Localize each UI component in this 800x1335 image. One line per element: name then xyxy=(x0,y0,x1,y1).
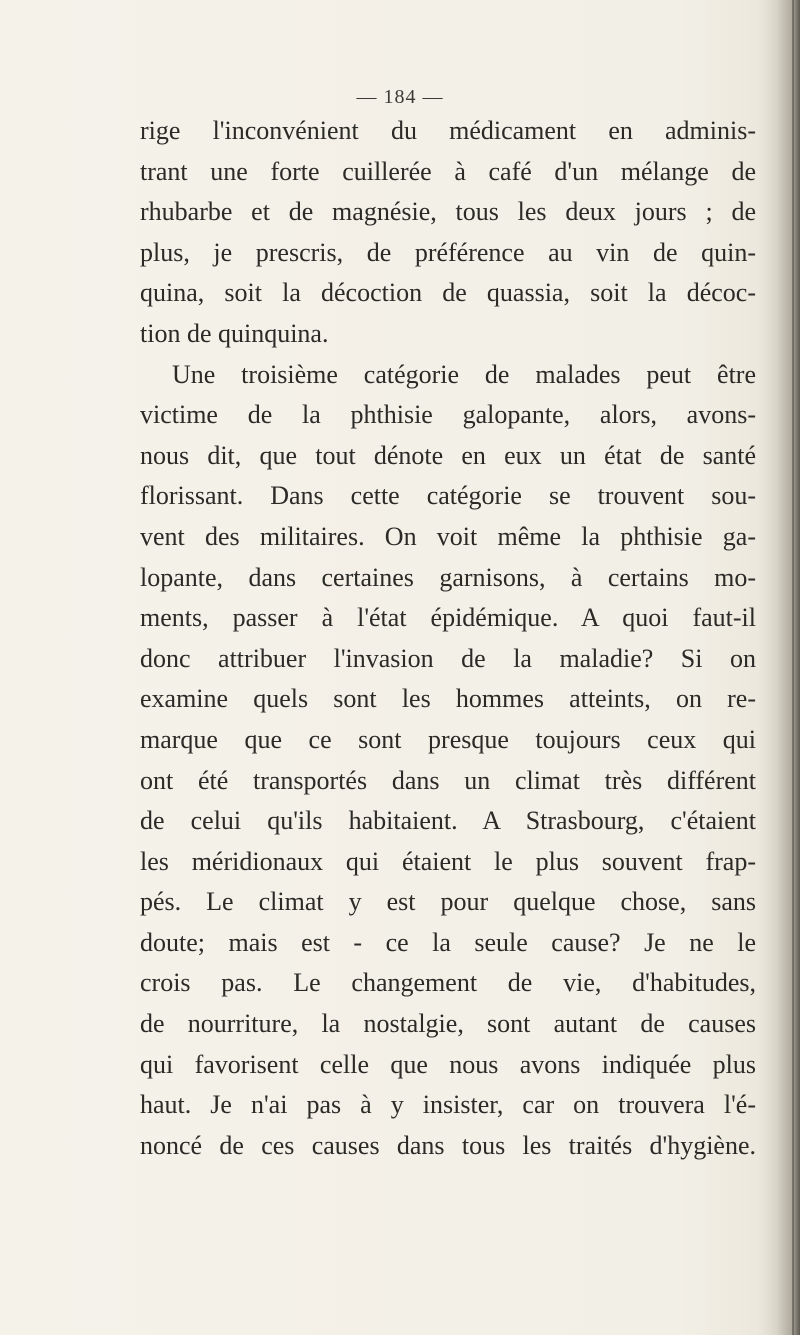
text-line: de celui qu'ils habitaient. A Strasbourg, c'étaient xyxy=(140,806,756,836)
text-line: marque que ce sont presque toujours ceux qui xyxy=(140,724,756,754)
body-text xyxy=(140,111,756,1166)
text-line: noncé de ces causes dans tous les traités d'hygiène. xyxy=(140,1130,756,1160)
text-line: les méridionaux qui étaient le plus souvent frap- xyxy=(140,846,756,876)
text-line: ments, passer à l'état épidémique. A quoi faut-il xyxy=(140,603,756,633)
text-line: crois pas. Le changement de vie, d'habitudes, xyxy=(140,968,756,998)
text-line: qui favorisent celle que nous avons indiquée plus xyxy=(140,1049,756,1079)
text-line: ont été transportés dans un climat très différent xyxy=(140,765,756,795)
text-line: vent des militaires. On voit même la phthisie ga- xyxy=(140,521,756,551)
text-line: quina, soit la décoction de quassia, soit la décoc- xyxy=(140,278,756,308)
text-line: haut. Je n'ai pas à y insister, car on trouvera l'é- xyxy=(140,1090,756,1120)
text-line: Une troisième catégorie de malades peut être xyxy=(172,359,756,389)
text-line: trant une forte cuillerée à café d'un mélange de xyxy=(140,156,756,186)
text-line: rige l'inconvénient du médicament en adminis- xyxy=(140,116,756,145)
text-line: tion de quinquina. xyxy=(140,318,329,348)
page-number: — 184 — xyxy=(356,86,444,108)
text-line: pés. Le climat y est pour quelque chose, sans xyxy=(140,887,756,917)
text-line: donc attribuer l'invasion de la maladie? Si on xyxy=(140,643,756,673)
page-edge-line xyxy=(792,0,794,1335)
text-line: victime de la phthisie galopante, alors, avons- xyxy=(140,400,756,430)
text-line: doute; mais est - ce la seule cause? Je ne le xyxy=(140,927,756,957)
text-line: nous dit, que tout dénote en eux un état de santé xyxy=(140,440,756,470)
text-line: rhubarbe et de magnésie, tous les deux jours ; de xyxy=(140,197,756,227)
text-line: examine quels sont les hommes atteints, on re- xyxy=(140,684,756,714)
text-line: plus, je prescris, de préférence au vin de quin- xyxy=(140,237,756,267)
text-line: de nourriture, la nostalgie, sont autant de causes xyxy=(140,1009,756,1039)
text-line: lopante, dans certaines garnisons, à certains mo- xyxy=(140,562,756,592)
text-line: florissant. Dans cette catégorie se trouvent sou- xyxy=(140,481,756,511)
